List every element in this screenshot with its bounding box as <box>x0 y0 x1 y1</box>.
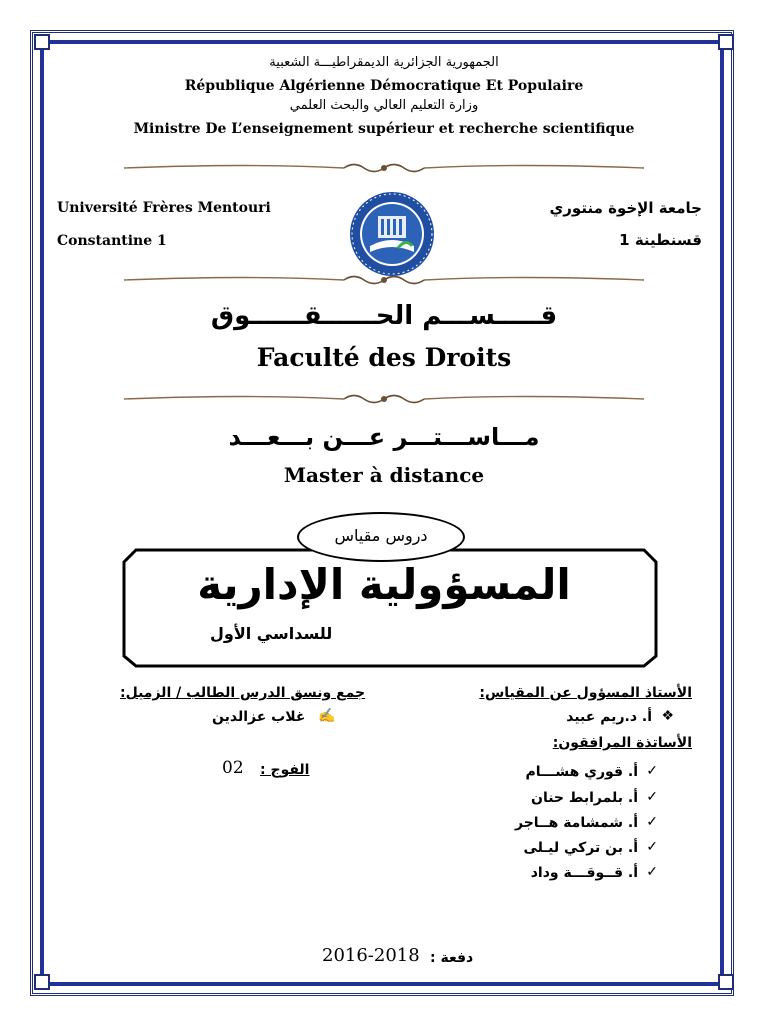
ornament-divider <box>124 273 644 287</box>
student-icon: ✍ <box>318 708 336 724</box>
assistant-item: أ. قوري هشـــام <box>525 764 638 780</box>
university-name-ar: جامعة الإخوة منتوري <box>549 199 702 217</box>
check-icon: ✓ <box>646 789 658 805</box>
class-year-label: دفعة : <box>430 950 474 966</box>
assistant-item: أ. بن تركي ليـلى <box>523 840 638 856</box>
university-city-fr: Constantine 1 <box>57 233 167 249</box>
check-icon: ✓ <box>646 864 658 880</box>
program-name-fr: Master à distance <box>283 463 485 487</box>
group-label: الفوج : <box>260 762 310 778</box>
diamond-bullet-icon: ❖ <box>661 708 674 724</box>
ministry-name-fr: Ministre De L’enseignement supérieur et recherche scientifique <box>133 121 635 137</box>
ornament-divider <box>124 161 644 175</box>
university-city-ar: قسنطينة 1 <box>619 231 702 249</box>
assistants-heading: الأساتذة المرافقون: <box>552 735 692 751</box>
faculty-name-fr: Faculté des Droits <box>256 343 512 372</box>
assistant-item: أ. شمشامة هــاجر <box>514 815 638 831</box>
republic-name-ar: الجمهورية الجزائرية الديمقراطيـــة الشعبية <box>269 55 499 70</box>
corner-ornament <box>718 34 734 50</box>
professor-heading: الأستاذ المسؤول عن المقياس: <box>479 685 692 701</box>
check-icon: ✓ <box>646 814 658 830</box>
university-logo <box>348 190 436 278</box>
student-heading: جمع ونسق الدرس الطالب / الزميل: <box>120 685 366 701</box>
faculty-name-ar: قـــــســـم الحــــــقــــــوق <box>210 301 558 331</box>
republic-name-fr: République Algérienne Démocratique Et Populaire <box>184 78 584 94</box>
check-icon: ✓ <box>646 763 658 779</box>
program-name-ar: مـــاســـتـــر عـــن بـــعـــد <box>228 423 540 451</box>
course-title: المسؤولية الإدارية <box>197 560 571 609</box>
ornament-divider <box>124 392 644 406</box>
check-icon: ✓ <box>646 839 658 855</box>
corner-ornament <box>34 34 50 50</box>
ministry-name-ar: وزارة التعليم العالي والبحث العلمي <box>289 98 479 113</box>
professor-name: أ. د.ريم عبيد <box>566 709 652 725</box>
corner-ornament <box>718 974 734 990</box>
course-label: دروس مقياس <box>334 526 428 545</box>
class-year-value: 2016-2018 <box>322 945 420 966</box>
assistant-item: أ. بلمرابط حنان <box>531 790 638 806</box>
corner-ornament <box>34 974 50 990</box>
student-name: غلاب عزالدين <box>212 709 306 725</box>
assistant-item: أ. قــوقـــة وداد <box>530 865 638 881</box>
university-name-fr: Université Frères Mentouri <box>57 200 271 216</box>
group-value: 02 <box>222 758 244 778</box>
semester-label: للسداسي الأول <box>210 624 333 643</box>
